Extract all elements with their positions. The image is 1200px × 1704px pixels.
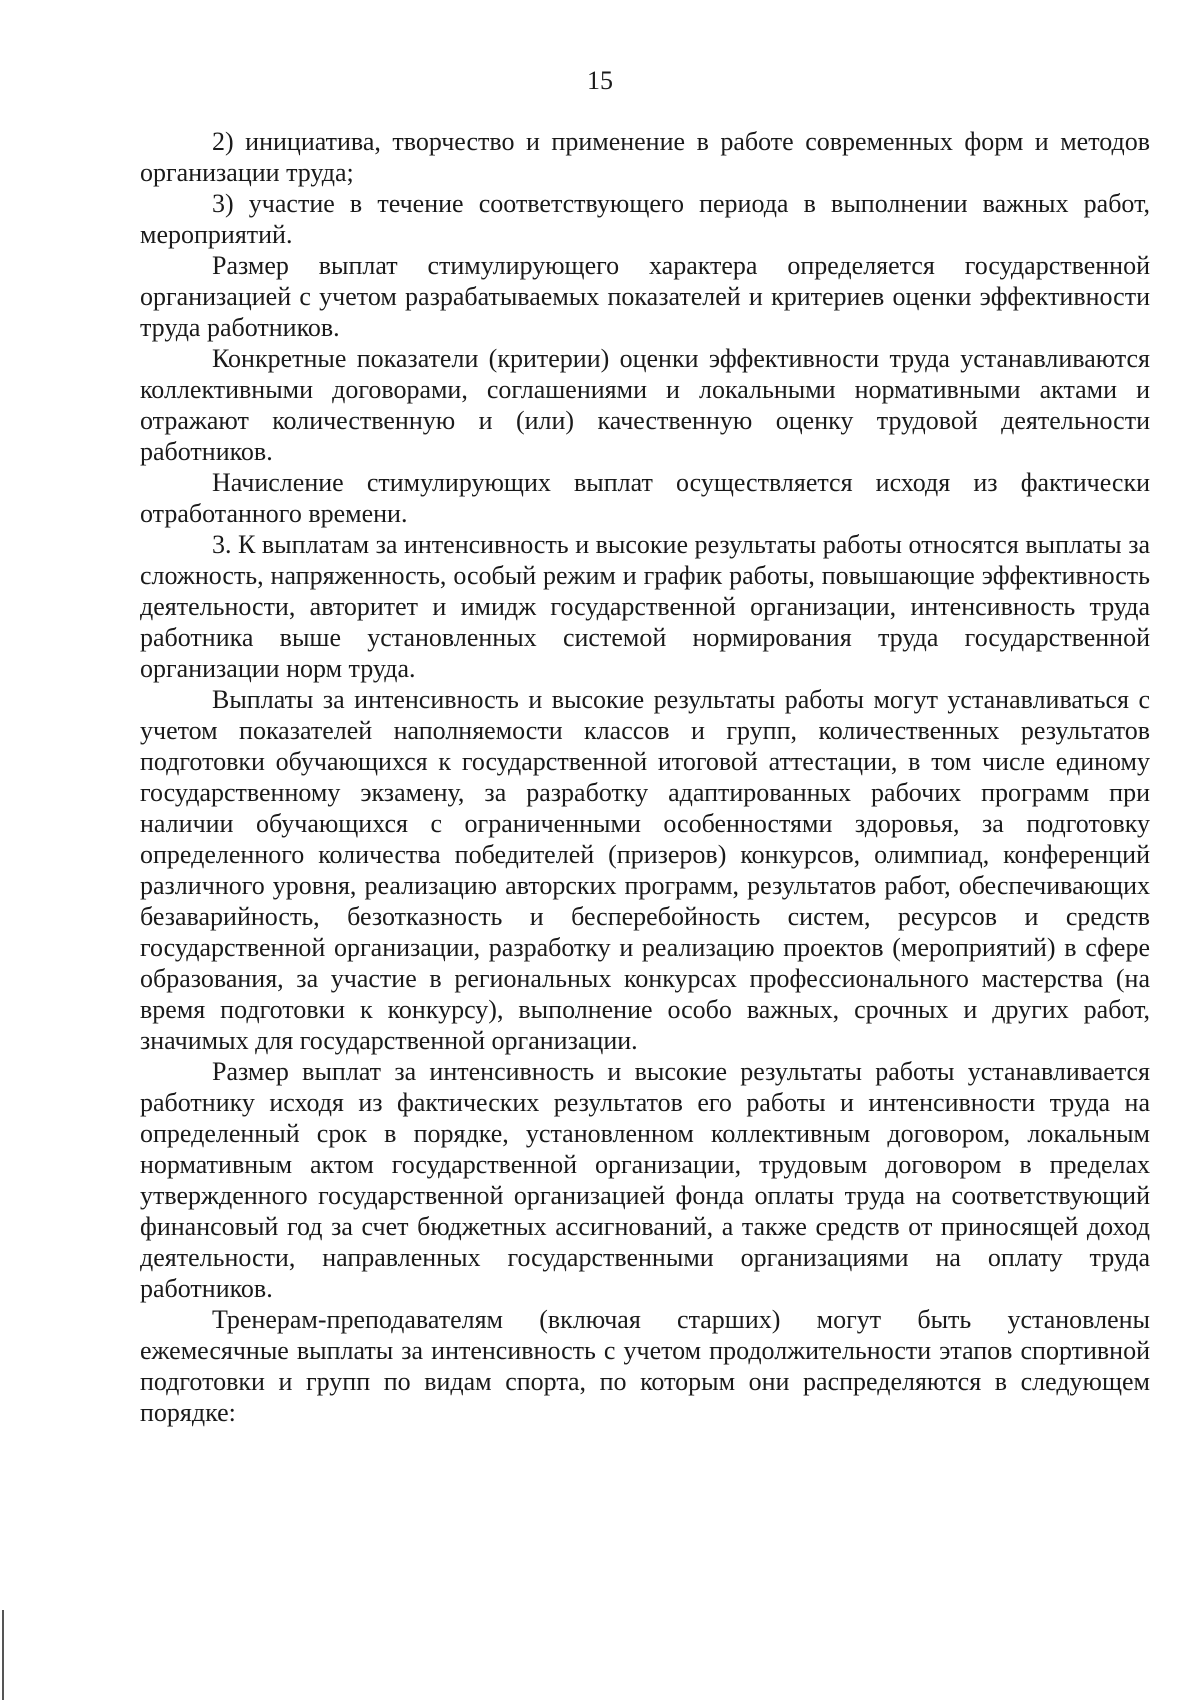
- paragraph-item-3: 3) участие в течение соответствующего периода в выполнении важных работ, мероприятий.: [140, 189, 1150, 249]
- scan-edge-mark: [2, 1610, 4, 1700]
- paragraph-accrual: Начисление стимулирующих выплат осуществляется исходя из фактически отработанного времени.: [140, 468, 1150, 528]
- paragraph-item-2: 2) инициатива, творчество и применение в работе современных форм и методов организации труда;: [140, 127, 1150, 187]
- page-number: 15: [587, 66, 613, 95]
- paragraph-stimulus-size: Размер выплат стимулирующего характера определяется государственной организацией с учетом разрабатываемых показателей и критериев оценки эффективности труда работников.: [140, 251, 1150, 342]
- paragraph-criteria: Конкретные показатели (критерии) оценки эффективности труда устанавливаются коллективными договорами, соглашениями и локальными нормативными актами и отражают количественную и (или) качественную оценку трудовой деятельности работников.: [140, 344, 1150, 466]
- paragraph-intensity-payments: Выплаты за интенсивность и высокие результаты работы могут устанавливаться с учетом показателей наполняемости классов и групп, количественных результатов подготовки обучающихся к государственной итоговой аттестации, в том числе единому государственному экзамену, за разработку адаптированных рабочих программ при наличии обучающихся с ограниченными особенностями здоровья, за подготовку определенного количества победителей (призеров) конкурсов, олимпиад, конференций различного уровня, реализацию авторских программ, результатов работ, обеспечивающих безаварийность, безотказность и бесперебойность систем, ресурсов и средств государственной организации, разработку и реализацию проектов (мероприятий) в сфере образования, за участие в региональных конкурсах профессионального мастерства (на время подготовки к конкурсу), выполнение особо важных, срочных и других работ, значимых для государственной организации.: [140, 685, 1150, 1055]
- body-text: [140, 126, 1150, 1428]
- paragraph-coaches: Тренерам-преподавателям (включая старших) могут быть установлены ежемесячные выплаты за интенсивность с учетом продолжительности этапов спортивной подготовки и групп по видам спорта, по которым они распределяются в следующем порядке:: [140, 1305, 1150, 1427]
- paragraph-section-3: 3. К выплатам за интенсивность и высокие результаты работы относятся выплаты за сложность, напряженность, особый режим и график работы, повышающие эффективность деятельности, авторитет и имидж государственной организации, интенсивность труда работника выше установленных системой нормирования труда государственной организации норм труда.: [140, 530, 1150, 683]
- paragraph-intensity-size: Размер выплат за интенсивность и высокие результаты работы устанавливается работнику исходя из фактических результатов его работы и интенсивности труда на определенный срок в порядке, установленном коллективным договором, локальным нормативным актом государственной организации, трудовым договором в пределах утвержденного государственной организацией фонда оплаты труда на соответствующий финансовый год за счет бюджетных ассигнований, а также средств от приносящей доход деятельности, направленных государственными организациями на оплату труда работников.: [140, 1057, 1150, 1303]
